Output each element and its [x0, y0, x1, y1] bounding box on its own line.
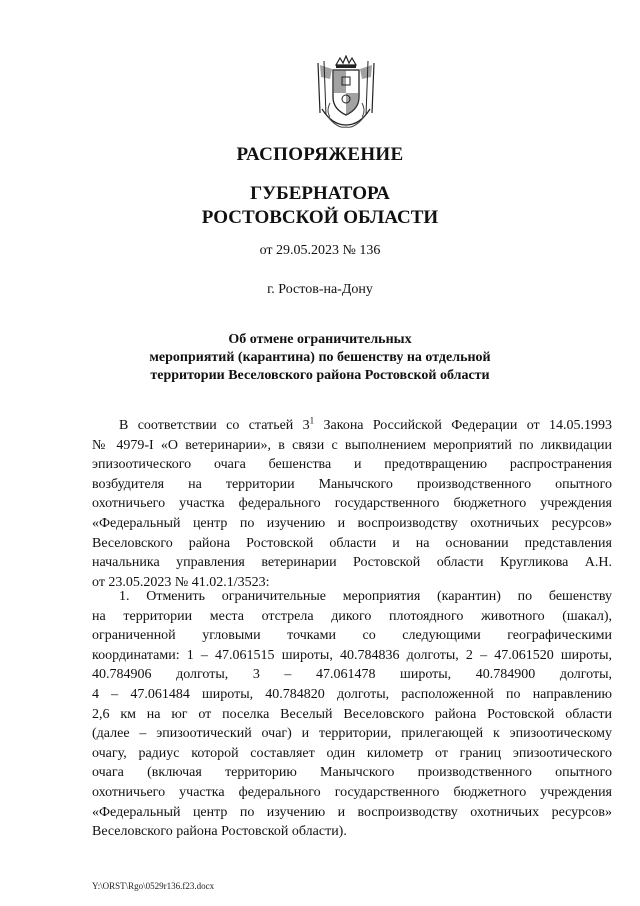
subject-line-1: Об отмене ограничительных	[228, 332, 412, 347]
preamble-line-6: «Федеральный центр по изучению и воспроизводству охотничьих ресурсов»	[92, 515, 612, 531]
preamble-line-5: охотничьего участка федерального государственного бюджетного учреждения	[92, 496, 612, 512]
item1-line-3: ограниченной угловыми точками со следующими географическими	[92, 628, 612, 644]
document-date-number: от 29.05.2023 № 136	[259, 243, 381, 258]
item1-line-7: 2,6 км на юг от поселка Веселый Веселовского района Ростовской области	[92, 706, 612, 722]
item1-line-11: охотничьего участка федерального государственного бюджетного учреждения	[92, 784, 612, 800]
issuer-line-2: РОСТОВСКОЙ ОБЛАСТИ	[201, 207, 439, 228]
document-type-title: РАСПОРЯЖЕНИЕ	[236, 144, 404, 165]
issuer-line-1: ГУБЕРНАТОРА	[250, 183, 390, 204]
preamble-line-4: возбудителя на территории Манычского производственного опытного	[92, 476, 612, 492]
item1-line-8: (далее – эпизоотический очаг) и территории, прилегающей к эпизоотическому	[92, 726, 612, 742]
preamble-line-3: эпизоотического очага бешенства и предотвращению распространения	[92, 457, 612, 473]
document-city: г. Ростов-на-Дону	[267, 282, 373, 297]
document-subject	[0, 331, 640, 385]
article-superscript: 1	[309, 415, 315, 426]
preamble-line-2: № 4979-I «О ветеринарии», в связи с выполнением мероприятий по ликвидации	[92, 437, 612, 453]
issuer-title	[0, 182, 640, 230]
file-path-footer: Y:\ORST\Rgo\0529r136.f23.docx	[92, 881, 215, 891]
preamble-line-7: Веселовского района Ростовской области и на основании представления	[92, 535, 612, 551]
preamble-line-1: В соответствии со статьей $3^1$ Закона Российской Федерации от 14.05.1993	[119, 415, 612, 433]
item-1-paragraph	[92, 587, 612, 842]
preamble-line-9: от 23.05.2023 № 41.02.1/3523:	[92, 574, 270, 590]
item1-line-5: 40.784906 долготы, 3 – 47.061478 широты, 40.784900 долготы,	[92, 667, 612, 683]
item1-line-2: на территории места отстрела дикого плотоядного животного (шакал),	[92, 608, 612, 624]
item1-line-9: очагу, радиус которой составляет один километр от границ эпизоотического	[92, 745, 612, 761]
preamble-line-8: начальника управления ветеринарии Ростовской области Кругликова А.Н.	[92, 555, 612, 571]
item1-line-13: Веселовского района Ростовской области).	[92, 824, 347, 840]
item1-line-1: 1. Отменить ограничительные мероприятия (карантин) по бешенству	[119, 589, 612, 604]
coat-of-arms-icon	[312, 55, 380, 131]
item1-line-10: очага (включая территорию Манычского производственного опытного	[92, 765, 612, 781]
item1-line-12: «Федеральный центр по изучению и воспроизводству охотничьих ресурсов»	[92, 804, 612, 820]
item1-line-6: 4 – 47.061484 широты, 40.784820 долготы, расположенной по направлению	[92, 686, 612, 702]
subject-line-2: мероприятий (карантина) по бешенству на отдельной	[149, 350, 491, 365]
item1-line-4: координатами: 1 – 47.061515 широты, 40.784836 долготы, 2 – 47.061520 широты,	[92, 647, 612, 663]
subject-line-3: территории Веселовского района Ростовской области	[150, 368, 490, 383]
preamble-paragraph	[92, 416, 612, 592]
